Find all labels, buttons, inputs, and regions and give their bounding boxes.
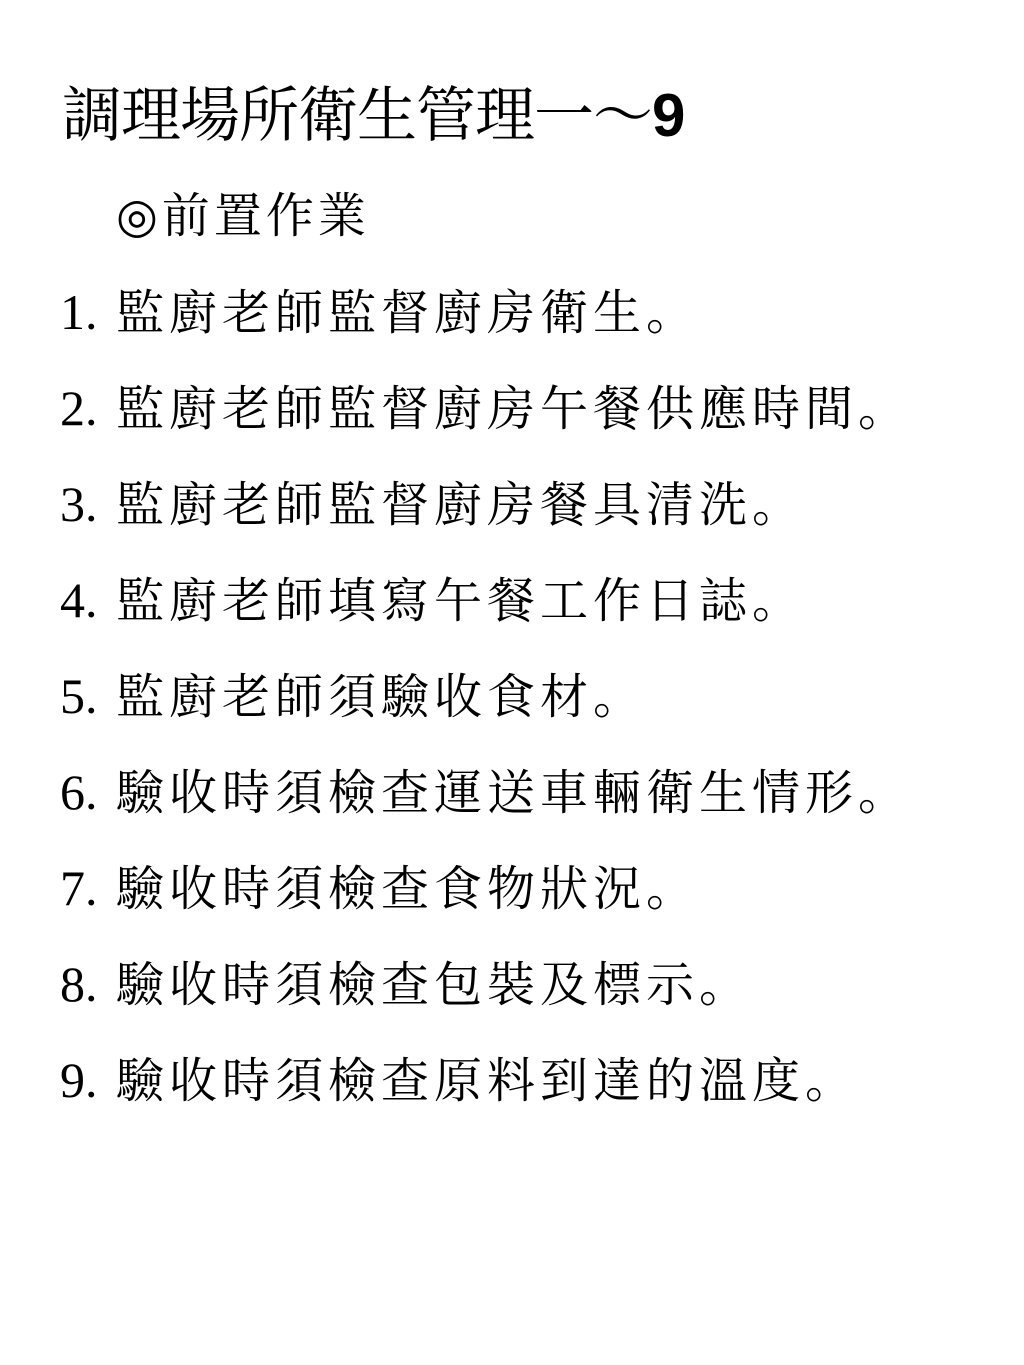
item-number: 3. [60, 476, 98, 532]
item-number: 1. [60, 284, 98, 340]
item-text: 監廚老師監督廚房衛生。 [116, 285, 700, 341]
item-number: 8. [60, 956, 98, 1012]
item-number: 5. [60, 668, 98, 724]
item-text: 監廚老師須驗收食材。 [116, 669, 647, 725]
list-item [60, 378, 911, 474]
item-text: 監廚老師監督廚房午餐供應時間。 [116, 381, 912, 437]
section-heading: ◎前置作業 [116, 188, 370, 244]
item-text: 驗收時須檢查包裝及標示。 [116, 957, 753, 1013]
list-item [60, 762, 911, 858]
checklist [60, 282, 911, 1146]
list-item [60, 666, 911, 762]
title-text: 調理場所衛生管理一～ [62, 81, 652, 151]
item-number: 2. [60, 380, 98, 436]
item-number: 6. [60, 764, 98, 820]
item-number: 9. [60, 1052, 98, 1108]
list-item [60, 570, 911, 666]
list-item [60, 1050, 911, 1146]
item-number: 7. [60, 860, 98, 916]
title-number: 9 [652, 82, 685, 149]
item-text: 驗收時須檢查運送車輛衛生情形。 [116, 765, 912, 821]
item-text: 驗收時須檢查食物狀況。 [116, 861, 700, 917]
item-number: 4. [60, 572, 98, 628]
item-text: 監廚老師監督廚房餐具清洗。 [116, 477, 806, 533]
list-item [60, 282, 911, 378]
list-item [60, 954, 911, 1050]
list-item [60, 474, 911, 570]
item-text: 驗收時須檢查原料到達的溫度。 [116, 1053, 859, 1109]
item-text: 監廚老師填寫午餐工作日誌。 [116, 573, 806, 629]
list-item [60, 858, 911, 954]
slide-title [62, 78, 684, 154]
